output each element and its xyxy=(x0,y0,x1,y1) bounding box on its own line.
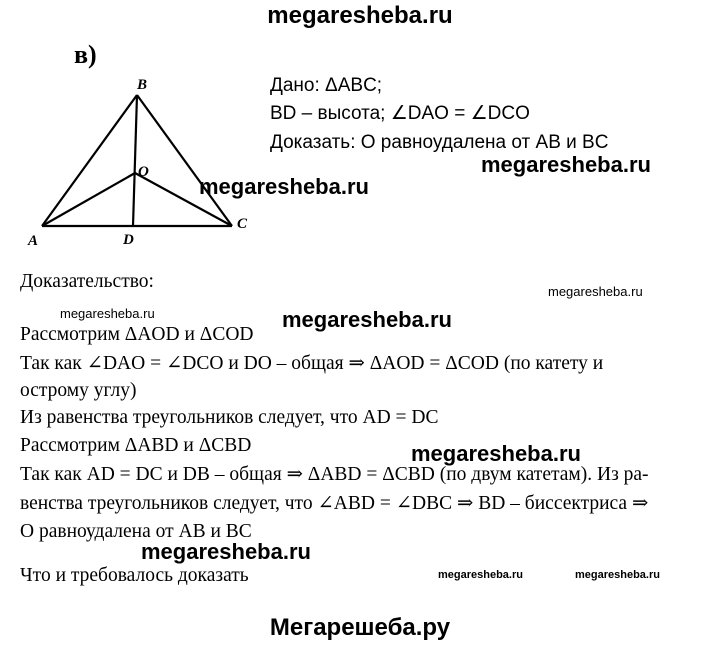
watermark: megaresheba.ru xyxy=(548,284,643,299)
proof-line-6: Так как AD = DC и DB – общая ⇒ ΔABD = ΔCBD (по двум катетам). Из ра- xyxy=(20,464,649,485)
side-ab xyxy=(42,95,137,226)
watermark: megaresheba.ru xyxy=(282,307,452,332)
label-c: C xyxy=(237,216,248,232)
label-a: A xyxy=(28,233,39,249)
watermark: megaresheba.ru xyxy=(438,569,523,581)
proof-line-5: Рассмотрим ΔABD и ΔCBD xyxy=(20,435,252,456)
watermark: megaresheba.ru xyxy=(411,441,581,466)
proof-heading: Доказательство: xyxy=(20,271,154,292)
proof-line-1: Рассмотрим ΔAOD и ΔCOD xyxy=(20,324,254,345)
proof-line-4: Из равенства треугольников следует, что AD = DC xyxy=(20,407,439,428)
given-line-3: Доказать: О равноудалена от AB и BC xyxy=(270,132,609,153)
label-d: D xyxy=(123,232,134,248)
proof-line-8: О равноудалена от AB и BC xyxy=(20,521,252,542)
label-o: O xyxy=(138,164,149,180)
proof-line-7: венства треугольников следует, что ∠ABD = ∠DBC ⇒ BD – биссектриса ⇒ xyxy=(20,493,649,514)
proof-line-9: Что и требовалось доказать xyxy=(20,565,249,586)
watermark: megaresheba.ru xyxy=(575,569,660,581)
watermark: megaresheba.ru xyxy=(481,152,651,177)
part-label: в) xyxy=(74,40,97,69)
given-line-1: Дано: ΔABC; xyxy=(270,75,383,96)
proof-line-2: Так как ∠DAO = ∠DCO и DO – общая ⇒ ΔAOD = ΔCOD (по катету и xyxy=(20,353,604,374)
watermark: megaresheba.ru xyxy=(141,539,311,564)
proof-line-3: острому углу) xyxy=(20,380,137,401)
side-bc xyxy=(137,95,232,226)
given-line-2: BD – высота; ∠DAO = ∠DCO xyxy=(270,103,530,124)
segment-ao xyxy=(42,173,135,226)
watermark: megaresheba.ru xyxy=(199,174,369,199)
altitude-bd xyxy=(133,95,137,226)
watermark: megaresheba.ru xyxy=(60,306,155,321)
label-b: B xyxy=(137,77,148,93)
site-footer: Мегарешеба.ру xyxy=(269,614,451,641)
site-header: megaresheba.ru xyxy=(267,2,453,29)
